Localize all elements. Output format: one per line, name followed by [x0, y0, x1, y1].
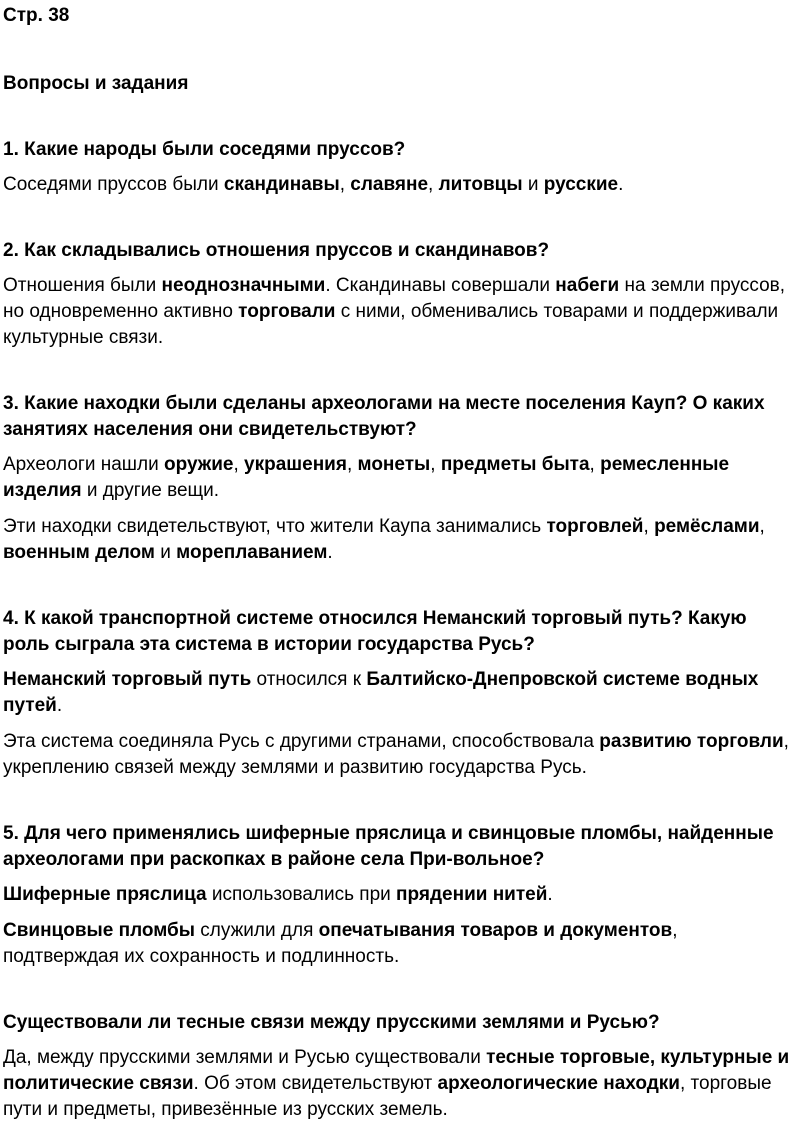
answer-paragraph: [3, 667, 794, 719]
answer-emphasis: археологические находки: [437, 1073, 680, 1094]
answer-text: на земли пруссов, но одновременно активно: [3, 275, 786, 322]
answer-text: ,: [643, 516, 655, 537]
answer-paragraph: [3, 729, 794, 781]
answer-emphasis: набеги: [555, 275, 620, 296]
qa-block: [3, 606, 794, 781]
question-heading: 1. Какие народы были соседями пруссов?: [3, 139, 406, 160]
answer-text: служили для: [195, 920, 319, 941]
answer-text: Соседями пруссов были: [3, 174, 224, 195]
answer-text: . Об этом свидетельствуют: [193, 1073, 438, 1094]
qa-block: [3, 391, 794, 566]
answer-emphasis: опечатывания товаров и документов: [318, 920, 673, 941]
answer-text: и: [522, 174, 544, 195]
answer-text: и другие вещи.: [81, 480, 220, 501]
answer-paragraph: [3, 452, 794, 504]
answer-emphasis: неоднозначными: [161, 275, 326, 296]
answer-text: .: [547, 884, 553, 905]
answer-emphasis: военным делом: [3, 542, 155, 563]
question-heading: Существовали ли тесные связи между прусскими землями и Русью?: [3, 1012, 660, 1033]
question-heading: 5. Для чего применялись шиферные пряслица и свинцовые пломбы, найденные археологами при раскопках в районе села При-вольное?: [3, 823, 774, 870]
answer-emphasis: тесные торговые, культурные и политические связи: [3, 1047, 790, 1094]
answer-text: Эти находки свидетельствуют, что жители Каупа занимались: [3, 516, 547, 537]
answer-text: Отношения были: [3, 275, 162, 296]
qa-block: [3, 1010, 794, 1123]
answer-text: , укреплению связей между землями и развитию государства Русь.: [3, 731, 789, 778]
answer-emphasis: Неманский торговый путь: [3, 669, 252, 690]
qa-list: [3, 137, 794, 1123]
answer-emphasis: ремёслами: [654, 516, 760, 537]
answer-emphasis: монеты: [357, 454, 431, 475]
answer-paragraph: [3, 172, 794, 198]
answer-emphasis: русские: [543, 174, 619, 195]
answer-emphasis: украшения: [244, 454, 347, 475]
answer-paragraph: [3, 514, 794, 566]
section-title: Вопросы и задания: [3, 73, 189, 94]
answer-emphasis: торговлей: [546, 516, 644, 537]
answer-text: .: [56, 695, 63, 716]
answer-text: . Скандинавы совершали: [325, 275, 556, 296]
answer-text: .: [327, 542, 333, 563]
answer-paragraph: [3, 882, 794, 908]
qa-block: [3, 137, 794, 198]
answer-text: ,: [759, 516, 765, 537]
answer-text: и: [154, 542, 177, 563]
answer-emphasis: Шиферные пряслица: [3, 884, 207, 905]
answer-text: , торговые пути и предметы, привезённые из русских земель.: [3, 1073, 772, 1120]
answer-emphasis: мореплаванием: [176, 542, 328, 563]
answer-emphasis: скандинавы: [223, 174, 340, 195]
answer-text: Археологи нашли: [3, 454, 164, 475]
answer-emphasis: развитию торговли: [599, 731, 784, 752]
answer-text: относился к: [251, 669, 367, 690]
answer-emphasis: Свинцовые пломбы: [3, 920, 196, 941]
answer-emphasis: оружие: [164, 454, 234, 475]
page-reference: Стр. 38: [3, 5, 70, 26]
answer-text: ,: [428, 174, 439, 195]
question-heading: 4. К какой транспортной системе относился Неманский торговый путь? Какую роль сыграла эта система в истории государства Русь?: [3, 608, 747, 655]
answer-paragraph: [3, 273, 794, 351]
answer-emphasis: торговали: [238, 301, 336, 322]
question-heading: 3. Какие находки были сделаны археологами на месте поселения Кауп? О каких занятиях населения они свидетельствуют?: [3, 393, 765, 440]
answer-text: ,: [346, 454, 358, 475]
answer-text: Да, между прусскими землями и Русью существовали: [3, 1047, 487, 1068]
answer-text: ,: [430, 454, 441, 475]
answer-emphasis: славяне: [350, 174, 429, 195]
answer-text: .: [618, 174, 624, 195]
answer-emphasis: прядении нитей: [396, 884, 548, 905]
answer-emphasis: предметы быта: [440, 454, 590, 475]
answer-emphasis: литовцы: [438, 174, 523, 195]
answer-emphasis: ремесленные изделия: [3, 454, 730, 501]
answer-text: ,: [339, 174, 351, 195]
answer-emphasis: Балтийско-Днепровской системе водных путей: [3, 669, 759, 716]
answer-text: , подтверждая их сохранность и подлинность.: [3, 920, 678, 967]
question-heading: 2. Как складывались отношения пруссов и скандинавов?: [3, 240, 550, 261]
answer-paragraph: [3, 918, 794, 970]
answer-text: ,: [233, 454, 245, 475]
answer-text: использовались при: [206, 884, 397, 905]
answer-text: ,: [589, 454, 601, 475]
qa-block: [3, 821, 794, 970]
qa-block: [3, 238, 794, 351]
answer-paragraph: [3, 1045, 794, 1123]
answer-text: Эта система соединяла Русь с другими странами, способствовала: [3, 731, 600, 752]
answer-text: с ними, обменивались товарами и поддерживали культурные связи.: [3, 301, 779, 348]
